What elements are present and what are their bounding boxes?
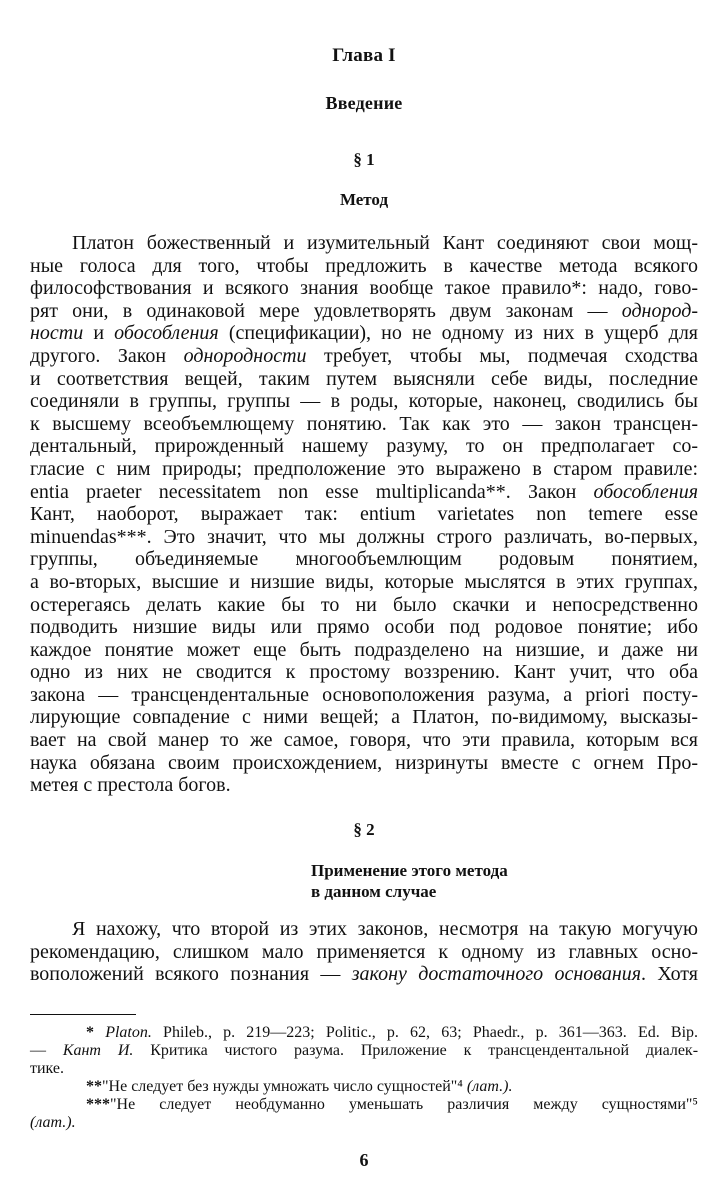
text-line: и соответствия вещей, таким путем выясняли себе виды, последние [30,367,698,390]
text-line: к высшему всеобъемлющему понятию. Так как это — закон трансцен- [30,412,698,435]
italic-term: обособления [114,322,219,345]
text-segment: рят они, в одинаковой мере удовлетворять двум законам — [30,299,608,322]
footnote-text: "Не следует необдуманно уменьшать различия между сущностями"⁵ [110,1096,698,1113]
text-line: соединяли в группы, группы — в роды, которые, наконец, сводились бы [30,390,698,413]
footnote-author: Кант И. [62,1042,134,1059]
text-line [30,322,698,345]
page-number: 6 [359,1150,369,1170]
italic-term: обособления [593,480,698,503]
text-line: метея с престола богов. [30,774,231,797]
text-line: вает на свой манер то же самое, говоря, что эти правила, которым вся [30,729,698,752]
chapter-subtitle: Введение [325,93,403,113]
footnote-3-line [30,1114,698,1132]
section-1-title: Метод [339,190,389,209]
text-segment: другого. Закон [30,344,167,367]
text-line: наука обязана своим происхождением, низринуты вместе с огнем Про- [30,751,698,774]
section-2-number: § 2 [353,820,375,839]
text-segment: и [93,322,105,345]
chapter-title: Глава I [332,45,396,66]
text-line: лирующие совпадение с ними вещей; а Платон, по-видимому, высказы- [30,706,698,729]
footnote-author: Platon. [105,1024,152,1041]
footnote-dash: — [30,1042,46,1059]
footnote-mark: * [86,1024,94,1041]
text-line: Я нахожу, что второй из этих законов, несмотря на такую могучую [72,918,698,940]
text-segment: воположений всякого познания — [30,963,341,986]
text-segment: . Хотя [641,963,698,986]
footnote-3-line [30,1096,698,1114]
text-line: дентальный, прирожденный нашему разуму, то он предполагает со- [30,435,698,458]
footnote-2-line [30,1078,698,1096]
text-segment: entia praeter necessitatem non esse multiplicanda**. Закон [30,480,577,503]
footnote-text: Phileb., p. 219—223; Politic., p. 62, 63; Phaedr., p. 361—363. Ed. Bip. [163,1024,699,1041]
footnote-1-line [30,1024,698,1042]
section-2-title [311,860,508,902]
text-line: группы, объединяемые многообъемлющим родовым понятием, [30,548,698,571]
text-line: а во-вторых, высшие и низшие виды, которые мыслятся в этих группах, [30,570,698,593]
text-line: одно из них не сводится к простому воззрению. Кант учит, что оба [30,661,698,684]
text-line: подводить низшие виды или прямо особи под родовое понятие; ибо [30,616,698,639]
footnote-lang: (лат.). [466,1078,513,1095]
text-segment: требует, чтобы мы, подмечая сходства [324,344,699,367]
text-line: minuendas***. Это значит, что мы должны строго различать, во-первых, [30,525,698,548]
section-2-title-line: в данном случае [311,882,437,901]
section-2-paragraph [30,918,698,986]
text-line: Платон божественный и изумительный Кант соединяют свои мощ- [72,232,698,254]
text-line: гласие с ним природы; предположение это выражено в старом правиле: [30,457,698,480]
footnote-lang: (лат.). [30,1114,76,1131]
section-1-paragraph [30,232,698,797]
footnote-mark: ** [86,1078,102,1095]
text-line: ные голоса для того, чтобы предложить в качестве метода всякого [30,254,698,277]
text-line: остерегаясь делать какие бы то ни было скачки и непосредственно [30,593,698,616]
text-line [30,963,698,986]
footnotes [30,1024,698,1132]
text-line: философствования и всякого знания вообще такое правило*: надо, гово- [30,277,698,300]
italic-term: ности [30,322,84,345]
footnote-mark: *** [86,1096,110,1113]
text-line [30,345,698,368]
section-1-number: § 1 [353,150,375,169]
text-line [30,300,698,323]
footnote-1-line [30,1042,698,1060]
italic-term: однородности [183,344,307,367]
section-2-title-line: Применение этого метода [311,861,508,880]
footnote-text: Критика чистого разума. Приложение к трансцендентальной диалек- [150,1042,699,1059]
text-line [30,481,698,504]
footnote-1-line: тике. [30,1060,65,1077]
text-line: закона — трансцендентальные основоположения разума, а priori посту- [30,683,698,706]
italic-term: однород- [621,299,698,322]
text-segment: (спецификации), но не одному из них в ущерб для [228,322,699,345]
text-line: каждое понятие может еще быть подразделено на низшие, и даже ни [30,638,698,661]
footnote-text: "Не следует без нужды умножать число сущностей"⁴ [102,1078,463,1095]
italic-term: закону достаточного основания [351,963,642,986]
text-line: Кант, наоборот, выражает так: entium varietates non temere esse [30,503,698,526]
footnote-divider [30,1014,136,1015]
text-line: рекомендацию, слишком мало применяется к одному из главных осно- [30,940,698,963]
